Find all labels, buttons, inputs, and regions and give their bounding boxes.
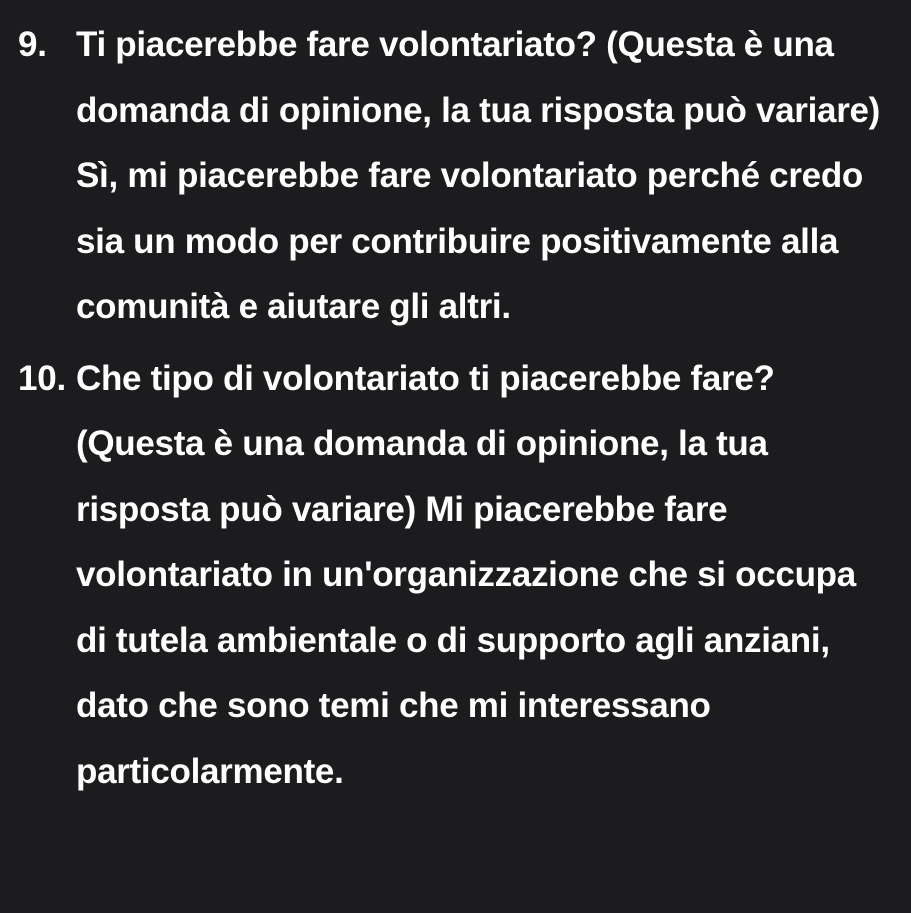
item-number: 9.: [18, 25, 47, 64]
list-item: [18, 12, 881, 340]
item-content: [76, 12, 881, 340]
answer-text: Mi piacerebbe fare volontariato in un'organizzazione che si occupa di tutela ambientale o di supporto agli anziani, dato che sono temi che mi interessano particolarmente.: [76, 489, 856, 791]
item-content: [76, 346, 881, 805]
question-text: Che tipo di volontariato ti piacerebbe fare?: [76, 358, 775, 398]
opinion-note: (Questa è una domanda di opinione, la tua risposta può variare): [76, 424, 768, 529]
question-text: Ti piacerebbe fare volontariato?: [76, 25, 597, 64]
list-item: [18, 346, 881, 805]
item-number: 10.: [18, 358, 67, 398]
opinion-note: (Questa è una domanda di opinione, la tua risposta può variare): [76, 25, 881, 130]
answer-text: Sì, mi piacerebbe fare volontariato perché credo sia un modo per contribuire positivamente alla comunità e aiutare gli altri.: [76, 156, 863, 326]
